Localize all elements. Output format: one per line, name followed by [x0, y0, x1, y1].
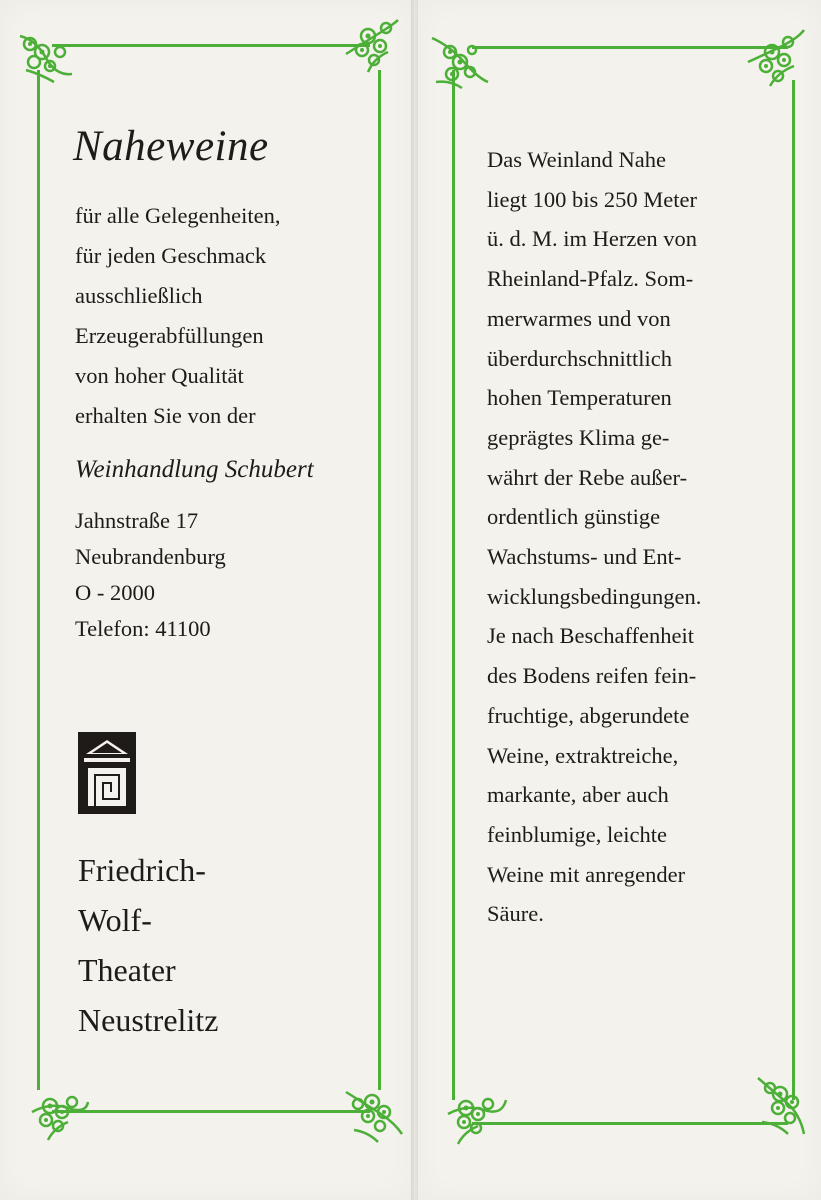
- text-line: wicklungsbedingungen.: [487, 583, 702, 609]
- theater-name: [78, 845, 218, 1045]
- text-line: Säure.: [487, 901, 544, 927]
- description-text: [487, 140, 701, 934]
- text-line: merwarmes und von: [487, 305, 671, 331]
- address-line: Jahnstraße 17: [75, 508, 199, 533]
- text-line: Je nach Beschaffenheit: [487, 623, 694, 649]
- address-line: Telefon: 41100: [75, 616, 211, 641]
- theater-line: Theater: [78, 952, 176, 988]
- address-line: Neubrandenburg: [75, 544, 226, 569]
- intro-line: Erzeugerabfüllungen: [75, 323, 264, 348]
- grape-vine-ornament-icon: [28, 1082, 92, 1146]
- text-line: markante, aber auch: [487, 782, 669, 808]
- theater-line: Friedrich-: [78, 852, 206, 888]
- grape-vine-ornament-icon: [338, 14, 402, 78]
- text-line: des Bodens reifen fein-: [487, 663, 697, 689]
- shop-name: Weinhandlung Schubert: [75, 456, 314, 483]
- intro-line: von hoher Qualität: [75, 363, 244, 388]
- intro-line: für alle Gelegenheiten,: [75, 203, 281, 228]
- text-line: liegt 100 bis 250 Meter: [487, 186, 697, 212]
- grape-vine-ornament-icon: [444, 1082, 508, 1146]
- text-line: Wachstums- und Ent-: [487, 544, 682, 570]
- text-line: geprägtes Klima ge-: [487, 424, 670, 450]
- intro-line: ausschließlich: [75, 283, 203, 308]
- grape-vine-ornament-icon: [430, 32, 494, 96]
- page-title: Naheweine: [73, 123, 269, 170]
- theater-line: Neustrelitz: [78, 1002, 219, 1038]
- grape-vine-ornament-icon: [16, 30, 80, 94]
- intro-line: erhalten Sie von der: [75, 403, 256, 428]
- text-line: hohen Temperaturen: [487, 385, 672, 411]
- shop-address: [75, 503, 226, 647]
- text-line: überdurchschnittlich: [487, 345, 672, 371]
- text-line: Weine, extraktreiche,: [487, 742, 679, 768]
- text-line: feinblumige, leichte: [487, 821, 667, 847]
- text-line: Rheinland-Pfalz. Som-: [487, 266, 694, 292]
- theater-logo-icon: [78, 732, 136, 814]
- intro-line: für jeden Geschmack: [75, 243, 267, 268]
- theater-line: Wolf-: [78, 902, 152, 938]
- intro-text: [75, 196, 281, 436]
- grape-vine-ornament-icon: [342, 1082, 406, 1146]
- text-line: Weine mit anregender: [487, 861, 686, 887]
- text-line: ü. d. M. im Herzen von: [487, 226, 697, 252]
- text-line: ordentlich günstige: [487, 504, 661, 530]
- grape-vine-ornament-icon: [742, 26, 806, 90]
- grape-vine-ornament-icon: [752, 1072, 816, 1136]
- text-line: fruchtige, abgerundete: [487, 702, 690, 728]
- text-line: währt der Rebe außer-: [487, 464, 688, 490]
- address-line: O - 2000: [75, 580, 155, 605]
- text-line: Das Weinland Nahe: [487, 147, 666, 172]
